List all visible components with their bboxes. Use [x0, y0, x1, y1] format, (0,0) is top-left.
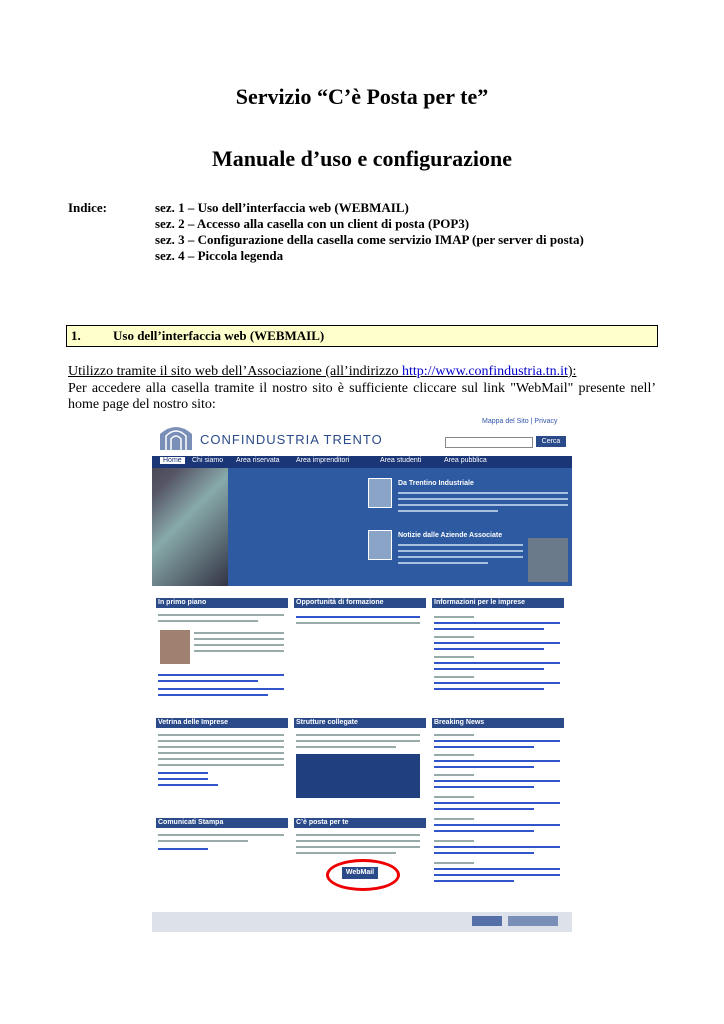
box-strutture: Strutture collegate — [294, 718, 426, 728]
confindustria-logo — [156, 420, 196, 454]
top-links[interactable]: Mappa del Sito | Privacy — [482, 418, 558, 425]
index-item: sez. 4 – Piccola legenda — [155, 248, 284, 263]
section-number: 1. — [71, 328, 81, 343]
partner-logo — [472, 916, 502, 926]
nav-chi-siamo[interactable]: Chi siamo — [192, 457, 224, 464]
para-suffix: ): — [567, 364, 577, 379]
index-label: Indice: — [68, 200, 107, 215]
banner-title-1: Da Trentino Industriale — [398, 480, 474, 487]
document-title: Servizio “C’è Posta per te” — [235, 84, 489, 109]
banner — [152, 468, 572, 586]
news-image — [368, 530, 392, 560]
index-item: sez. 2 – Accesso alla casella con un client di posta (POP3) — [155, 216, 470, 231]
confindustria-footer-logo — [508, 916, 558, 926]
nav-area-pubblica[interactable]: Area pubblica — [444, 457, 487, 464]
section-heading — [66, 325, 658, 347]
site-link[interactable]: http://www.confindustria.tn.it — [401, 364, 568, 379]
nav-home[interactable]: Home — [160, 457, 185, 464]
nav-area-studenti[interactable]: Area studenti — [380, 457, 422, 464]
box-vetrina: Vetrina delle Imprese — [156, 718, 288, 728]
usage-paragraph — [68, 364, 656, 380]
para-prefix: Utilizzo tramite il sito web dell’Associazione (all’indirizzo — [68, 364, 402, 379]
magazine-image — [368, 478, 392, 508]
section-title: Uso dell’interfaccia web (WEBMAIL) — [113, 328, 325, 343]
document-subtitle: Manuale d’uso e configurazione — [211, 146, 513, 171]
website-screenshot — [152, 412, 572, 944]
box-informazioni: Informazioni per le imprese — [432, 598, 564, 608]
box-posta: C’è posta per te — [294, 818, 426, 828]
box-in-primo-piano: In primo piano — [156, 598, 288, 608]
banner-title-2: Notizie dalle Aziende Associate — [398, 532, 503, 539]
nav-area-imprenditori[interactable]: Area imprenditori — [296, 457, 350, 464]
brand-name: CONFINDUSTRIA TRENTO — [200, 432, 383, 447]
box-comunicati: Comunicati Stampa — [156, 818, 288, 828]
building-image — [152, 468, 228, 586]
index-item: sez. 1 – Uso dell’interfaccia web (WEBMAIL) — [155, 200, 409, 215]
box-formazione: Opportunità di formazione — [294, 598, 426, 608]
index-item: sez. 3 – Configurazione della casella come servizio IMAP (per server di posta) — [155, 232, 584, 247]
person-photo — [160, 630, 190, 664]
webmail-button[interactable]: WebMail — [342, 867, 378, 879]
access-paragraph: Per accedere alla casella tramite il nostro sito è sufficiente cliccare sul link "WebMail" presente nell’ home page del nostro sito: — [68, 381, 656, 412]
search-input[interactable] — [445, 437, 533, 448]
nav-bar — [152, 456, 572, 468]
box-breaking-news: Breaking News — [432, 718, 564, 728]
nav-area-riservata[interactable]: Area riservata — [236, 457, 280, 464]
people-photo — [528, 538, 568, 582]
search-button[interactable]: Cerca — [536, 436, 566, 447]
index-list — [155, 200, 584, 264]
links-grid[interactable] — [296, 754, 420, 798]
